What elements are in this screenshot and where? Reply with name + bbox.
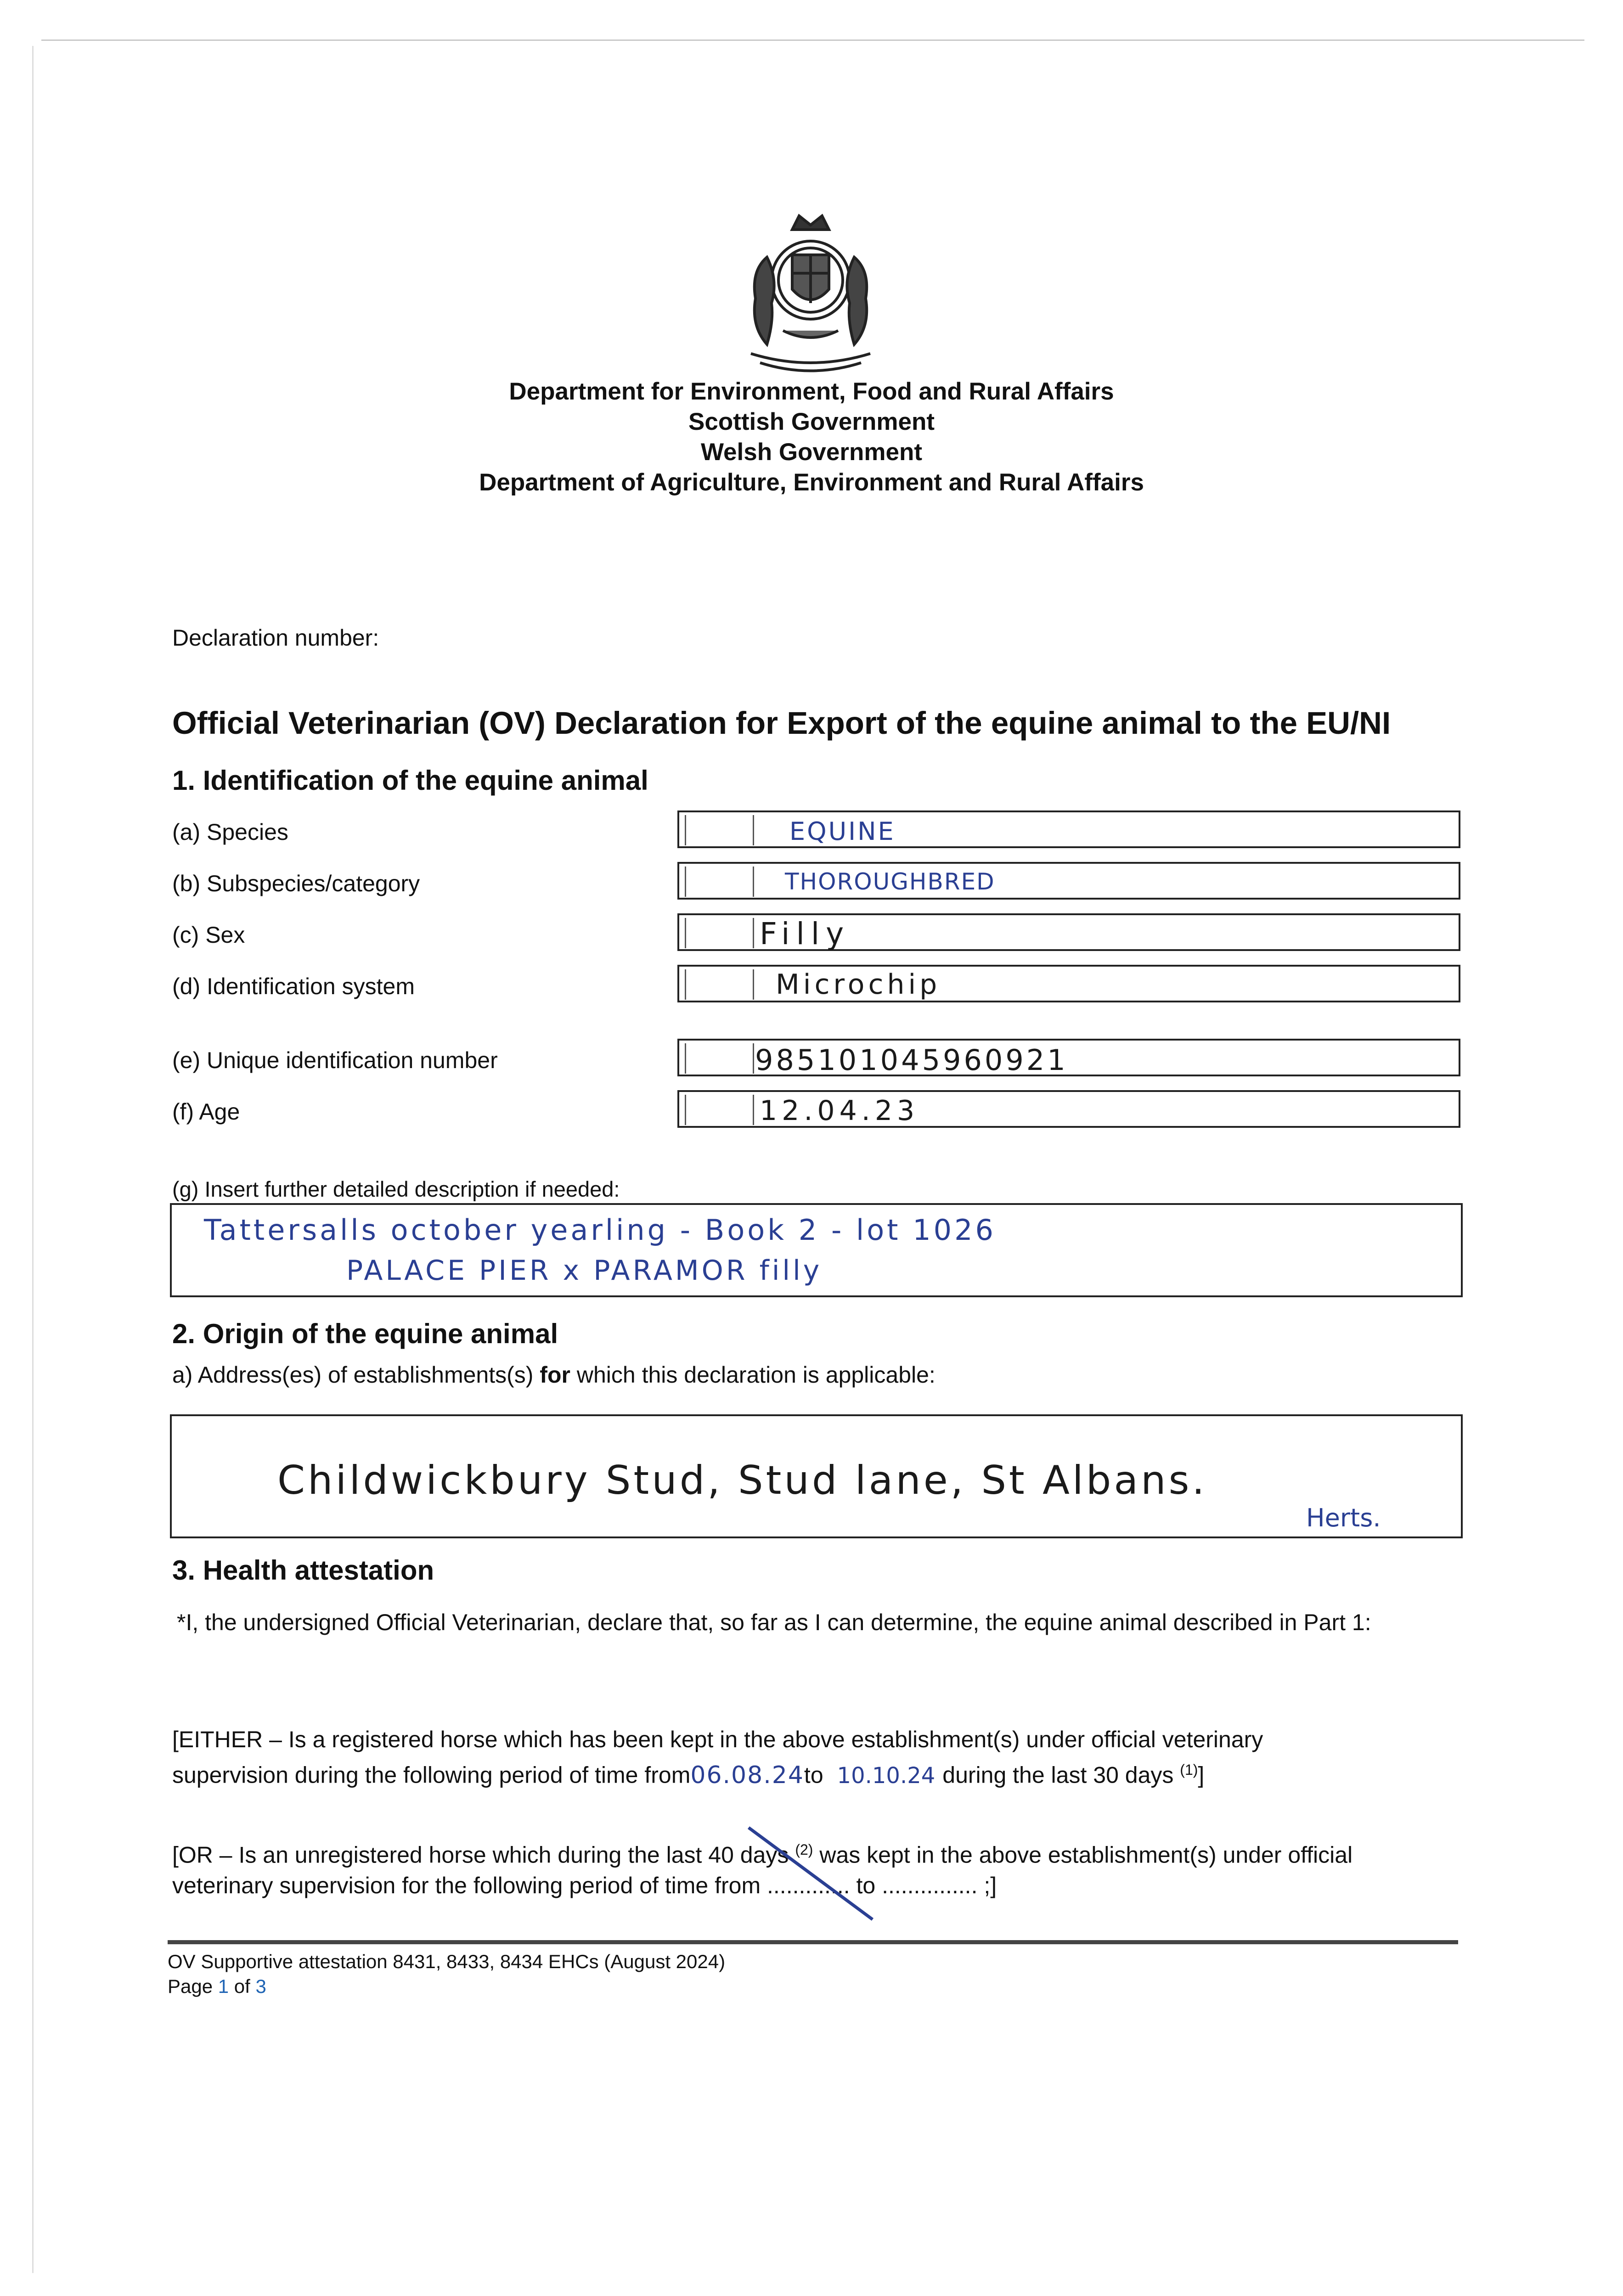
department-line: Scottish Government	[688, 408, 935, 435]
age-value: 12.04.23	[760, 1095, 919, 1127]
address-field[interactable]	[170, 1414, 1463, 1538]
address-label: a) Address(es) of establishments(s) for which this declaration is applicable:	[172, 1362, 935, 1388]
uin-label: (e) Unique identification number	[172, 1047, 498, 1073]
further-description-line-2: PALACE PIER x PARAMOR filly	[346, 1255, 823, 1287]
either-clause: [EITHER – Is a registered horse which has been kept in the above establishment(s) under official veterinary supervision during the following period of time from06.08.24to 10.10.24 during the last 30 days $^{(1)}$]	[172, 1727, 1263, 1789]
either-from-date: 06.08.24	[690, 1761, 804, 1789]
section-3-heading: 3. Health attestation	[172, 1555, 434, 1586]
uin-field[interactable]	[677, 1039, 1460, 1076]
subspecies-label: (b) Subspecies/category	[172, 871, 420, 896]
section-1-heading: 1. Identification of the equine animal	[172, 765, 648, 796]
subspecies-value: THOROUGHBRED	[785, 868, 995, 895]
identification-system-value: Microchip	[776, 968, 941, 1001]
declaration-number-label: Declaration number:	[172, 625, 379, 651]
page-indicator: Page 1 of 3	[168, 1975, 266, 1997]
department-line: Department of Agriculture, Environment and Rural Affairs	[479, 469, 1144, 496]
department-line: Welsh Government	[700, 439, 923, 466]
sex-field[interactable]	[677, 913, 1460, 951]
species-label: (a) Species	[172, 819, 288, 845]
document-title: Official Veterinarian (OV) Declaration for Export of the equine animal to the EU/NI	[172, 705, 1391, 741]
further-description-field[interactable]	[170, 1203, 1463, 1297]
age-label: (f) Age	[172, 1099, 240, 1125]
species-field[interactable]	[677, 810, 1460, 848]
top-edge-line	[41, 39, 1584, 41]
uin-value: 985101045960921	[755, 1043, 1068, 1077]
further-description-label: (g) Insert further detailed description if needed:	[172, 1177, 620, 1201]
species-value: EQUINE	[789, 817, 896, 846]
address-value-2: Herts.	[1306, 1503, 1381, 1532]
sex-value: Filly	[760, 916, 851, 951]
footer-attestation: OV Supportive attestation 8431, 8433, 8434 EHCs (August 2024)	[168, 1951, 726, 1972]
departments-header	[0, 377, 1623, 498]
footer-rule	[168, 1940, 1458, 1944]
further-description-line-1: Tattersalls october yearling - Book 2 - lot 1026	[204, 1213, 996, 1247]
either-to-date: 10.10.24	[837, 1762, 935, 1789]
identification-system-field[interactable]	[677, 965, 1460, 1002]
address-value: Childwickbury Stud, Stud lane, St Albans.	[277, 1458, 1207, 1503]
strike-through-mark	[735, 1823, 882, 1924]
footer	[168, 1949, 725, 1999]
department-line: Department for Environment, Food and Rural Affairs	[509, 378, 1114, 405]
or-clause: [OR – Is an unregistered horse which during the last 40 days $^{(2)}$ was kept in the above establishment(s) under official veterinary supervision for the following period of time from ............. to ............... ;]	[172, 1841, 1353, 1898]
royal-coat-of-arms-icon	[723, 211, 898, 377]
subspecies-field[interactable]	[677, 862, 1460, 900]
age-field[interactable]	[677, 1090, 1460, 1128]
sex-label: (c) Sex	[172, 922, 245, 948]
section-2-heading: 2. Origin of the equine animal	[172, 1318, 558, 1349]
identification-system-label: (d) Identification system	[172, 974, 415, 999]
health-attestation-intro: *I, the undersigned Official Veterinarian, declare that, so far as I can determine, the equine animal described in Part 1:	[177, 1609, 1371, 1635]
